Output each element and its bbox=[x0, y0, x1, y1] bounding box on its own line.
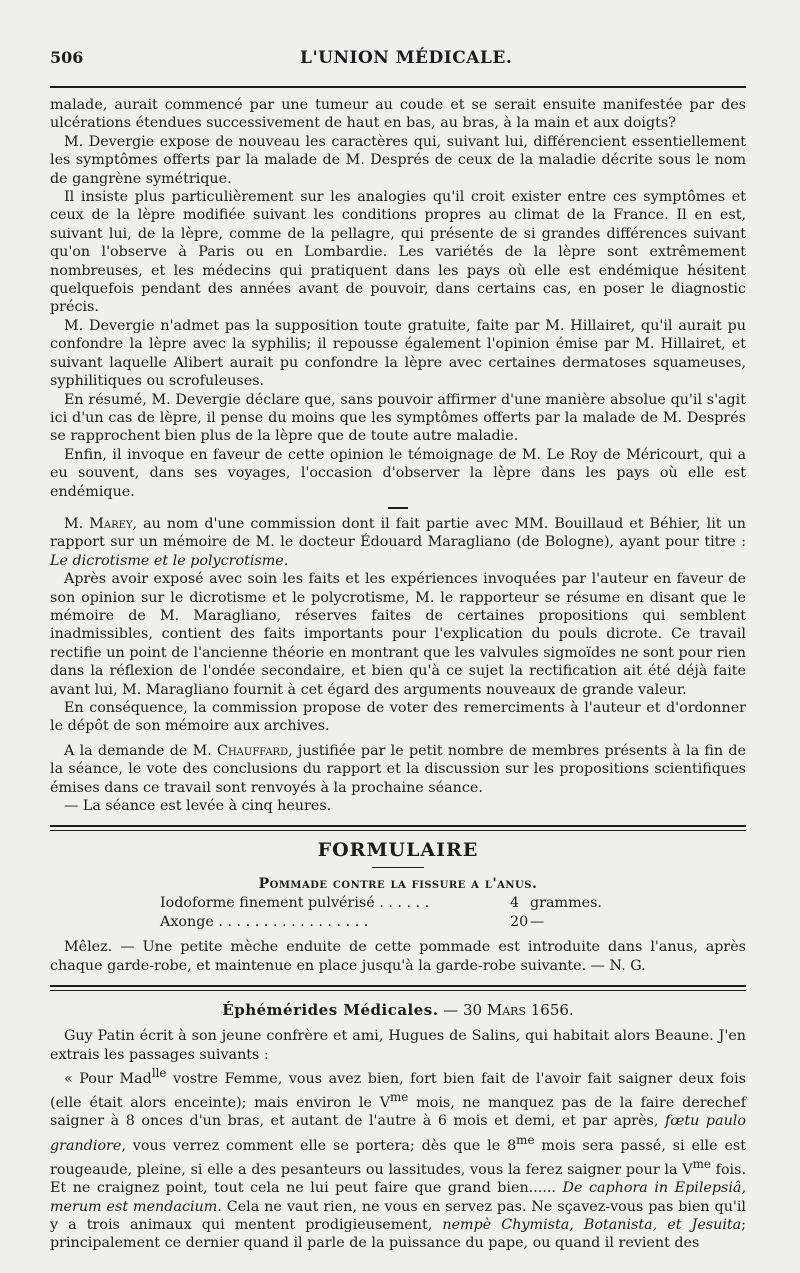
ingredient-row: Axonge . . . . . . . . . . . . . . . . . 20 — bbox=[160, 914, 545, 931]
paragraph: Après avoir exposé avec soin les faits et les expériences invoquées par l'auteur en faveur de son opinion sur le dicrotisme et le polycrotisme, M. le rapporteur se résume en disant que le mémoire de M. Maragliano, réserves faites de certaines propositions qui semblent inadmissibles, contient des faits importants pour l'explication du pouls dicrote. Ce travail rectifie un point de l'ancienne théorie en montrant que les valvules sigmoïdes ne sont pour rien dans la réflexion de l'ondée secondaire, et bien qu'à ce sujet la rectification ait été déjà faite avant lui, M. Maragliano fournit à cet égard des arguments nouveaux de grande valeur. bbox=[50, 571, 746, 698]
paragraph: Mêlez. — Une petite mèche enduite de cette pommade est introduite dans l'anus, après chaque garde-robe, et maintenue en place jusqu'à la garde-robe suivante. — N. G. bbox=[50, 939, 746, 974]
paragraph: Guy Patin écrit à son jeune confrère et ami, Hugues de Salins, qui habitait alors Beaune. J'en extrais les passages suivants : bbox=[50, 1028, 746, 1063]
paragraph: — La séance est levée à cinq heures. bbox=[64, 798, 332, 815]
ephemerides-section bbox=[50, 999, 746, 1253]
paragraph: Enfin, il invoque en faveur de cette opinion le témoignage de M. Le Roy de Méricourt, qui a eu souvent, dans ses voyages, l'occasion d'observer la lèpre dans les pays où elle est endémique. bbox=[50, 446, 746, 500]
memoir-title: Le dicrotisme et le polycrotisme. bbox=[50, 552, 289, 569]
page-number: 506 bbox=[50, 48, 84, 67]
section-title: Éphémérides Médicales. — 30 Mars 1656. bbox=[222, 1001, 574, 1020]
ingredient-row: Iodoforme finement pulvérisé . . . . . . 4 grammes. bbox=[160, 895, 602, 912]
paragraph: M. Devergie n'admet pas la supposition toute gratuite, faite par M. Hillairet, qu'il aurait pu confondre la lèpre avec la syphilis; il repousse également l'opinion émise par M. Hillairet, et suivant laquelle Alibert aurait pu confondre la lèpre avec certaines dermatoses squameuses, syphilitiques ou scrofuleuses. bbox=[50, 317, 746, 390]
section-rule bbox=[50, 985, 746, 991]
section-title: FORMULAIRE bbox=[317, 839, 479, 862]
paragraph: Il insiste plus particulièrement sur les analogies qu'il croit exister entre ces symptômes et ceux de la lèpre modifiée suivant les conditions propres au climat de la France. Il en est, suivant lui, de la lèpre, comme de la pellagre, qui présente de si grandes différences suivant qu'on l'observe à Paris ou en Lombardie. Les variétés de la lèpre sont extrêmement nombreuses, et les médecins qui pratiquent dans les pays où elle est endémique hésitent quelquefois pendant des années avant de pouvoir, dans certains cas, en poser le diagnostic précis. bbox=[50, 189, 746, 316]
recipe-title: Pommade contre la fissure a l'anus. bbox=[258, 876, 538, 893]
section-rule bbox=[50, 825, 746, 831]
paragraph: M. Devergie expose de nouveau les caractères qui, suivant lui, différencient essentiellement les symptômes offerts par la malade de M. Després de ceux de la maladie décrite sous le nom de gangrène symétrique. bbox=[50, 133, 746, 187]
author-name: Chauffard bbox=[217, 742, 289, 759]
paragraph: En résumé, M. Devergie déclare que, sans pouvoir affirmer d'une manière absolue qu'il s'agit ici d'un cas de lèpre, il pense du moins que les symptômes offerts par la malade de M. Després se rapprochent bien plus de la lèpre que de toute autre maladie. bbox=[50, 391, 746, 445]
paragraph: malade, aurait commencé par une tumeur au coude et se serait ensuite manifestée par des ulcérations étendues successivement de haut en bas, au bras, à la main et aux doigts? bbox=[50, 97, 746, 132]
journal-title: L'UNION MÉDICALE. bbox=[300, 48, 513, 68]
paragraph: A la demande de M. Chauffard, justifiée par le petit nombre de membres présents à la fin de la séance, le vote des conclusions du rapport et la discussion sur les propositions scientifiques émises dans ce travail sont renvoyés à la prochaine séance. bbox=[50, 742, 746, 796]
discussion-section bbox=[50, 96, 746, 501]
paragraph: M. Marey, au nom d'une commission dont il fait partie avec MM. Bouillaud et Béhier, lit un rapport sur un mémoire de M. le docteur Édouard Maragliano (de Bologne), ayant pour titre : Le dicrotisme et le polycrotisme. bbox=[50, 515, 746, 569]
author-name: Marey bbox=[89, 515, 133, 532]
title-separator bbox=[372, 867, 424, 868]
paragraph: « Pour Mad$^{lle}$ vostre Femme, vous avez bien, fort bien fait de l'avoir fait saigner deux fois (elle était alors enceinte); mais environ le $V^{me}$ mois, ne manquez pas de la faire derechef saigner à 8 onces d'un bras, et autant de l'autre à 6 mois et demi, et par après, fœtu paulo grandiore, vous verrez comment elle se portera; dès que le $8^{me}$ mois sera passé, si elle est rougeaude, pleine, si elle a des pesanteurs ou lassitudes, vous la ferez saigner pour la $V^{me}$ fois. Et ne craignez point, tout cela ne lui peut faire que grand bien...... De caphora in Epilepsiâ, merum est mendacium. Cela ne vaut rien, ne vous en servez pas. Ne sçavez-vous pas bien qu'il y a trois animaux qui mentent prodigieusement, nempè Chymista, Botanista, et Jesuita; principalement ce dernier quand il parle de la puissance du pape, ou quand il revient des bbox=[50, 1066, 747, 1252]
page-header bbox=[50, 48, 746, 88]
formulaire-section bbox=[50, 839, 746, 975]
short-separator bbox=[388, 507, 408, 509]
report-section bbox=[50, 515, 746, 816]
paragraph: En conséquence, la commission propose de voter des remerciments à l'auteur et d'ordonner le dépôt de son mémoire aux archives. bbox=[50, 700, 746, 735]
